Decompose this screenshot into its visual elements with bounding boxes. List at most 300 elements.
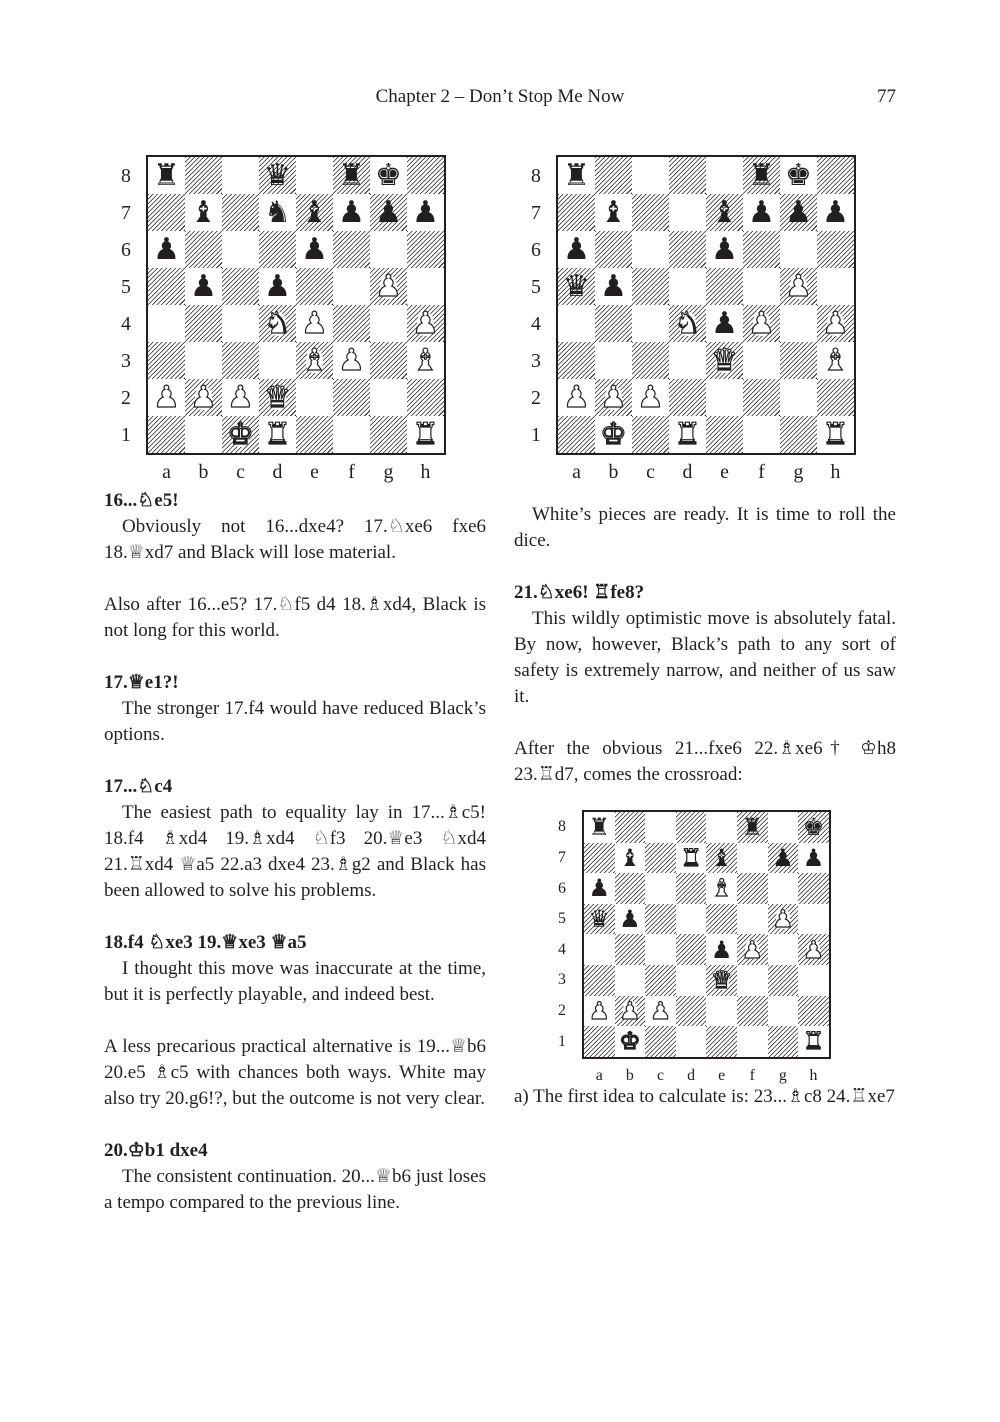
- square-d3: [259, 342, 296, 379]
- file-label: a: [162, 461, 171, 483]
- square-b7: [595, 194, 632, 231]
- square-g8: [370, 157, 407, 194]
- square-a5: [584, 904, 615, 935]
- black-pawn-icon: ♟: [563, 231, 590, 267]
- square-h5: [817, 268, 854, 305]
- square-c8: [632, 157, 669, 194]
- black-pawn-icon: ♟: [190, 268, 217, 304]
- square-e1: [706, 1026, 737, 1057]
- square-a6: [148, 231, 185, 268]
- file-label: c: [236, 461, 245, 483]
- square-a4: [584, 934, 615, 965]
- square-b1: [595, 416, 632, 453]
- white-pawn-icon: ♟: [153, 379, 180, 415]
- square-b1: [615, 1026, 646, 1057]
- rank-label: 7: [121, 201, 131, 224]
- square-a7: [558, 194, 595, 231]
- square-c1: [645, 1026, 676, 1057]
- black-pawn-icon: ♟: [588, 874, 611, 903]
- white-queen-icon: ♛: [711, 342, 738, 378]
- square-f7: [333, 194, 370, 231]
- white-pawn-icon: ♟: [563, 379, 590, 415]
- black-bishop-icon: ♝: [711, 194, 738, 230]
- square-e8: [296, 157, 333, 194]
- white-bishop-icon: ♝: [710, 874, 733, 903]
- file-label: g: [383, 461, 394, 483]
- square-b4: [615, 934, 646, 965]
- square-g7: [370, 194, 407, 231]
- square-h4: [798, 934, 829, 965]
- white-pawn-icon: ♟: [338, 342, 365, 378]
- square-h5: [798, 904, 829, 935]
- square-b6: [185, 231, 222, 268]
- square-g4: [768, 934, 799, 965]
- move-heading: 20.♔b1 dxe4: [104, 1140, 208, 1161]
- file-label: h: [420, 461, 431, 483]
- square-a4: [558, 305, 595, 342]
- black-rook-icon: ♜: [741, 813, 764, 842]
- square-g2: [768, 996, 799, 1027]
- white-pawn-icon: ♟: [741, 935, 764, 964]
- white-knight-icon: ♞: [674, 305, 701, 341]
- chess-diagram-3: [514, 802, 896, 1084]
- square-a3: [584, 965, 615, 996]
- square-c5: [645, 904, 676, 935]
- square-c6: [632, 231, 669, 268]
- rank-label: 2: [121, 386, 131, 409]
- paragraph: A less precarious practical alternative is 19...♕b6 20.e5 ♗c5 with chances both ways. White may also try 20.g6!?, but the outcome is not very clear.: [104, 1036, 486, 1109]
- square-h3: [817, 342, 854, 379]
- file-label: c: [646, 461, 655, 483]
- square-a6: [558, 231, 595, 268]
- square-g6: [768, 873, 799, 904]
- chess-board: [582, 810, 831, 1059]
- square-b4: [595, 305, 632, 342]
- square-c2: [645, 996, 676, 1027]
- square-a2: [148, 379, 185, 416]
- rank-label: 3: [121, 349, 131, 372]
- square-a7: [584, 843, 615, 874]
- white-pawn-icon: ♟: [748, 305, 775, 341]
- square-g2: [780, 379, 817, 416]
- square-h1: [407, 416, 444, 453]
- file-label: b: [625, 1066, 634, 1084]
- move-heading: 16...♘e5!: [104, 490, 179, 511]
- square-b5: [185, 268, 222, 305]
- right-column: [514, 150, 896, 1110]
- square-c3: [632, 342, 669, 379]
- rank-label: 5: [558, 910, 566, 928]
- square-c4: [645, 934, 676, 965]
- rank-label: 3: [531, 349, 541, 372]
- square-c8: [645, 812, 676, 843]
- square-e5: [706, 268, 743, 305]
- square-b3: [185, 342, 222, 379]
- square-e7: [296, 194, 333, 231]
- rank-label: 8: [121, 164, 131, 187]
- black-pawn-icon: ♟: [301, 231, 328, 267]
- rank-label: 4: [531, 312, 541, 335]
- file-label: a: [572, 461, 581, 483]
- square-g8: [780, 157, 817, 194]
- square-a7: [148, 194, 185, 231]
- white-pawn-icon: ♟: [649, 996, 672, 1025]
- white-rook-icon: ♜: [680, 843, 702, 872]
- black-pawn-icon: ♟: [822, 194, 849, 230]
- file-label: e: [718, 1066, 726, 1084]
- file-label: h: [809, 1066, 818, 1084]
- square-d3: [669, 342, 706, 379]
- white-knight-icon: ♞: [264, 305, 291, 341]
- square-f3: [333, 342, 370, 379]
- rank-label: 1: [121, 423, 131, 446]
- white-pawn-icon: ♟: [600, 379, 627, 415]
- black-pawn-icon: ♟: [785, 194, 812, 230]
- square-f4: [333, 305, 370, 342]
- square-f2: [743, 379, 780, 416]
- white-king-icon: ♚: [227, 416, 254, 452]
- paragraph: Obviously not 16...dxe4? 17.♘xe6 fxe6 18.♕xd7 and Black will lose material.: [104, 516, 486, 563]
- black-pawn-icon: ♟: [600, 268, 627, 304]
- paragraph: Also after 16...e5? 17.♘f5 d4 18.♗xd4, Black is not long for this world.: [104, 594, 486, 641]
- paragraph: The consistent continuation. 20...♕b6 just loses a tempo compared to the previous line.: [104, 1166, 486, 1213]
- white-rook-icon: ♜: [822, 416, 849, 452]
- square-a1: [558, 416, 595, 453]
- black-rook-icon: ♜: [338, 157, 365, 193]
- square-b3: [595, 342, 632, 379]
- paragraph: This wildly optimistic move is absolutely fatal. By now, however, Black’s path to any sort of safety is extremely narrow, and neither of us saw it.: [514, 608, 896, 707]
- paragraph: The easiest path to equality lay in 17...♗c5! 18.f4 ♗xd4 19.♗xd4 ♘f3 20.♕e3 ♘xd4 21.♖xd4 ♕a5 22.a3 dxe4 23.♗g2 and Black has been allowed to solve his problems.: [104, 802, 486, 901]
- file-label: h: [830, 461, 841, 483]
- white-rook-icon: ♜: [412, 416, 439, 452]
- black-queen-icon: ♛: [563, 268, 590, 304]
- black-rook-icon: ♜: [748, 157, 775, 193]
- black-pawn-icon: ♟: [375, 194, 402, 230]
- black-rook-icon: ♜: [153, 157, 180, 193]
- white-queen-icon: ♛: [710, 966, 733, 995]
- paragraph: I thought this move was inaccurate at the time, but it is perfectly playable, and indeed best.: [104, 958, 486, 1005]
- rank-label: 8: [531, 164, 541, 187]
- square-f3: [743, 342, 780, 379]
- white-pawn-icon: ♟: [227, 379, 254, 415]
- square-f8: [737, 812, 768, 843]
- square-g6: [370, 231, 407, 268]
- square-g4: [370, 305, 407, 342]
- paragraph: After the obvious 21...fxe6 22.♗xe6† ♔h8 23.♖d7, comes the crossroad:: [514, 738, 896, 785]
- file-label: f: [758, 461, 765, 483]
- square-h6: [798, 873, 829, 904]
- square-h6: [817, 231, 854, 268]
- square-c8: [222, 157, 259, 194]
- black-bishop-icon: ♝: [190, 194, 217, 230]
- white-rook-icon: ♜: [264, 416, 291, 452]
- square-d1: [676, 1026, 707, 1057]
- move-heading: 21.♘xe6! ♖fe8?: [514, 582, 645, 603]
- square-f6: [333, 231, 370, 268]
- square-c1: [222, 416, 259, 453]
- square-h2: [407, 379, 444, 416]
- square-f5: [737, 904, 768, 935]
- square-a2: [558, 379, 595, 416]
- move-heading: 17...♘c4: [104, 776, 173, 797]
- rank-label: 5: [121, 275, 131, 298]
- square-g3: [768, 965, 799, 996]
- square-b4: [185, 305, 222, 342]
- square-e8: [706, 812, 737, 843]
- black-pawn-icon: ♟: [711, 231, 738, 267]
- square-c3: [222, 342, 259, 379]
- black-pawn-icon: ♟: [802, 843, 825, 872]
- square-c6: [645, 873, 676, 904]
- square-c4: [632, 305, 669, 342]
- file-label: g: [778, 1066, 787, 1084]
- paragraph: White’s pieces are ready. It is time to roll the dice.: [514, 504, 896, 551]
- square-g1: [370, 416, 407, 453]
- black-king-icon: ♚: [785, 157, 812, 193]
- square-b7: [185, 194, 222, 231]
- square-g1: [780, 416, 817, 453]
- black-king-icon: ♚: [802, 813, 825, 842]
- square-a1: [148, 416, 185, 453]
- rank-label: 6: [558, 879, 566, 897]
- white-pawn-icon: ♟: [301, 305, 328, 341]
- square-g5: [768, 904, 799, 935]
- paragraph: a) The first idea to calculate is: 23...♗c8 24.♖xe7: [514, 1086, 895, 1107]
- square-h3: [407, 342, 444, 379]
- rank-label: 8: [558, 818, 566, 836]
- square-c5: [632, 268, 669, 305]
- white-pawn-icon: ♟: [772, 905, 794, 934]
- white-pawn-icon: ♟: [785, 268, 812, 304]
- chess-board: [146, 155, 446, 455]
- white-pawn-icon: ♟: [802, 935, 825, 964]
- square-e2: [296, 379, 333, 416]
- square-a8: [148, 157, 185, 194]
- square-e6: [296, 231, 333, 268]
- square-h5: [407, 268, 444, 305]
- square-c3: [645, 965, 676, 996]
- square-d4: [259, 305, 296, 342]
- square-b7: [615, 843, 646, 874]
- square-a6: [584, 873, 615, 904]
- square-e4: [296, 305, 333, 342]
- chess-board: [556, 155, 856, 455]
- square-e5: [296, 268, 333, 305]
- white-queen-icon: ♛: [264, 379, 291, 415]
- square-c7: [222, 194, 259, 231]
- white-king-icon: ♚: [619, 1027, 641, 1056]
- square-d8: [676, 812, 707, 843]
- white-pawn-icon: ♟: [375, 268, 402, 304]
- square-f7: [743, 194, 780, 231]
- square-c4: [222, 305, 259, 342]
- square-c2: [632, 379, 669, 416]
- square-b2: [615, 996, 646, 1027]
- square-c5: [222, 268, 259, 305]
- square-b5: [595, 268, 632, 305]
- square-e1: [706, 416, 743, 453]
- rank-label: 4: [558, 940, 566, 958]
- square-a1: [584, 1026, 615, 1057]
- black-rook-icon: ♜: [563, 157, 590, 193]
- black-knight-icon: ♞: [264, 194, 291, 230]
- square-f4: [743, 305, 780, 342]
- square-e4: [706, 934, 737, 965]
- square-h4: [407, 305, 444, 342]
- square-e4: [706, 305, 743, 342]
- rank-label: 5: [531, 275, 541, 298]
- black-pawn-icon: ♟: [153, 231, 180, 267]
- square-h1: [817, 416, 854, 453]
- square-f7: [737, 843, 768, 874]
- square-f1: [333, 416, 370, 453]
- white-rook-icon: ♜: [674, 416, 701, 452]
- square-a8: [558, 157, 595, 194]
- square-a5: [148, 268, 185, 305]
- square-g5: [780, 268, 817, 305]
- file-label: b: [198, 461, 209, 483]
- square-g2: [370, 379, 407, 416]
- square-e3: [706, 342, 743, 379]
- square-d1: [669, 416, 706, 453]
- square-f4: [737, 934, 768, 965]
- square-f2: [737, 996, 768, 1027]
- square-b6: [615, 873, 646, 904]
- white-pawn-icon: ♟: [619, 996, 641, 1025]
- white-rook-icon: ♜: [802, 1027, 825, 1056]
- move-heading: 18.f4 ♘xe3 19.♕xe3 ♕a5: [104, 932, 307, 953]
- square-d7: [669, 194, 706, 231]
- file-label: b: [608, 461, 619, 483]
- square-h8: [817, 157, 854, 194]
- file-label: d: [682, 461, 693, 483]
- running-title: Chapter 2 – Don’t Stop Me Now: [375, 86, 625, 107]
- chess-diagram-1: [104, 150, 486, 488]
- square-b3: [615, 965, 646, 996]
- square-g7: [780, 194, 817, 231]
- square-d4: [669, 305, 706, 342]
- rank-label: 6: [531, 238, 541, 261]
- square-h6: [407, 231, 444, 268]
- white-bishop-icon: ♝: [412, 342, 439, 378]
- square-e3: [296, 342, 333, 379]
- square-b5: [615, 904, 646, 935]
- file-labels: [584, 1063, 829, 1089]
- square-b6: [595, 231, 632, 268]
- square-g8: [768, 812, 799, 843]
- square-c7: [632, 194, 669, 231]
- file-label: f: [749, 1066, 755, 1084]
- square-b2: [595, 379, 632, 416]
- square-d5: [669, 268, 706, 305]
- file-label: c: [656, 1066, 664, 1084]
- black-bishop-icon: ♝: [600, 194, 627, 230]
- rank-label: 1: [531, 423, 541, 446]
- square-c7: [645, 843, 676, 874]
- square-h2: [798, 996, 829, 1027]
- square-c1: [632, 416, 669, 453]
- file-label: a: [595, 1066, 603, 1084]
- square-d7: [676, 843, 707, 874]
- black-pawn-icon: ♟: [619, 905, 641, 934]
- square-d1: [259, 416, 296, 453]
- square-h8: [798, 812, 829, 843]
- square-e8: [706, 157, 743, 194]
- square-f6: [737, 873, 768, 904]
- square-h3: [798, 965, 829, 996]
- square-a8: [584, 812, 615, 843]
- white-bishop-icon: ♝: [822, 342, 849, 378]
- black-queen-icon: ♛: [588, 905, 611, 934]
- square-d3: [676, 965, 707, 996]
- square-d5: [676, 904, 707, 935]
- square-f8: [333, 157, 370, 194]
- file-label: g: [793, 461, 804, 483]
- square-d7: [259, 194, 296, 231]
- square-f1: [737, 1026, 768, 1057]
- black-queen-icon: ♛: [264, 157, 291, 193]
- square-e7: [706, 194, 743, 231]
- chess-diagram-2: [514, 150, 896, 488]
- square-d6: [669, 231, 706, 268]
- square-a3: [558, 342, 595, 379]
- square-f5: [743, 268, 780, 305]
- black-bishop-icon: ♝: [619, 843, 641, 872]
- square-h7: [407, 194, 444, 231]
- square-e3: [706, 965, 737, 996]
- square-d5: [259, 268, 296, 305]
- square-g1: [768, 1026, 799, 1057]
- square-d4: [676, 934, 707, 965]
- square-a3: [148, 342, 185, 379]
- black-pawn-icon: ♟: [748, 194, 775, 230]
- black-pawn-icon: ♟: [710, 935, 733, 964]
- white-pawn-icon: ♟: [637, 379, 664, 415]
- rank-label: 7: [531, 201, 541, 224]
- left-column: [104, 150, 486, 1216]
- square-g3: [370, 342, 407, 379]
- file-label: e: [720, 461, 729, 483]
- black-pawn-icon: ♟: [264, 268, 291, 304]
- file-label: d: [687, 1066, 696, 1084]
- square-g4: [780, 305, 817, 342]
- square-f3: [737, 965, 768, 996]
- square-c2: [222, 379, 259, 416]
- square-e6: [706, 873, 737, 904]
- black-pawn-icon: ♟: [338, 194, 365, 230]
- square-f8: [743, 157, 780, 194]
- black-king-icon: ♚: [375, 157, 402, 193]
- rank-label: 7: [558, 848, 566, 866]
- square-h8: [407, 157, 444, 194]
- square-d8: [669, 157, 706, 194]
- square-e1: [296, 416, 333, 453]
- white-pawn-icon: ♟: [588, 996, 611, 1025]
- square-h1: [798, 1026, 829, 1057]
- square-g3: [780, 342, 817, 379]
- square-h2: [817, 379, 854, 416]
- square-b8: [595, 157, 632, 194]
- square-e5: [706, 904, 737, 935]
- square-f2: [333, 379, 370, 416]
- rank-label: 1: [558, 1032, 566, 1050]
- square-a4: [148, 305, 185, 342]
- paragraph: The stronger 17.f4 would have reduced Black’s options.: [104, 698, 486, 745]
- square-g5: [370, 268, 407, 305]
- file-label: f: [348, 461, 355, 483]
- rank-label: 4: [121, 312, 131, 335]
- square-b2: [185, 379, 222, 416]
